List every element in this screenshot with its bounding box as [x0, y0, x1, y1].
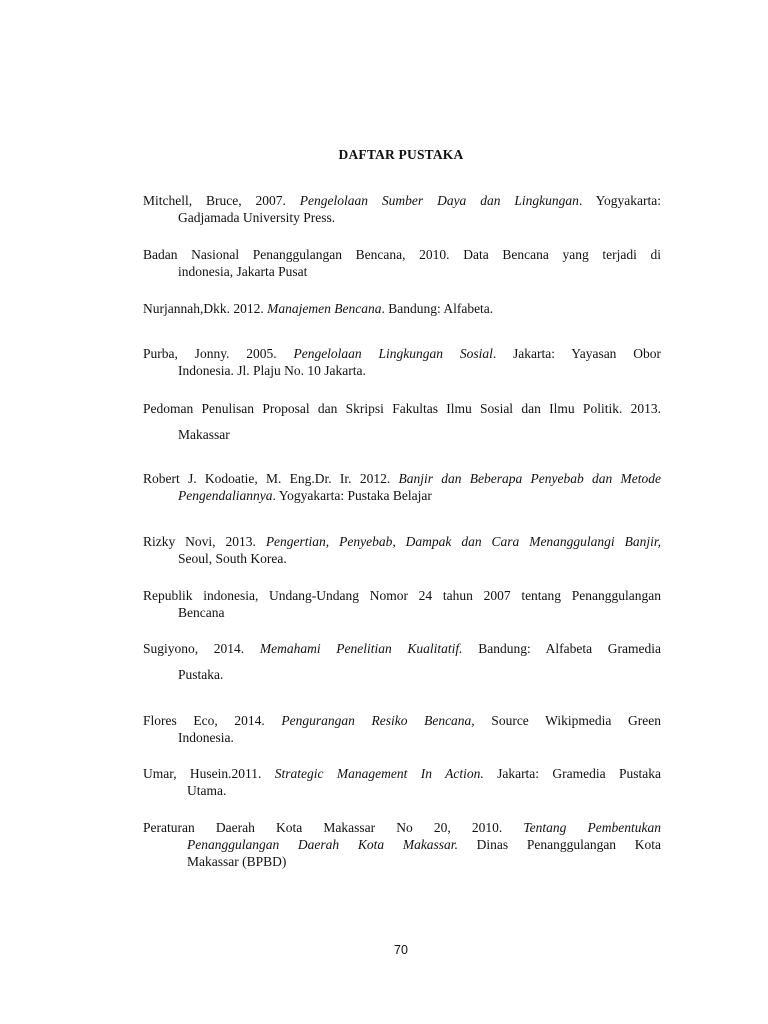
reference-line: Makassar (BPBD) — [187, 854, 287, 869]
reference-line: Sugiyono, 2014. Memahami Penelitian Kualitatif. Bandung: Alfabeta Gramedia — [143, 641, 661, 656]
reference-line: indonesia, Jakarta Pusat — [178, 264, 308, 279]
reference-line: Robert J. Kodoatie, M. Eng.Dr. Ir. 2012. Banjir dan Beberapa Penyebab dan Metode — [143, 471, 661, 486]
reference-line: Gadjamada University Press. — [178, 210, 336, 225]
reference-line: Pustaka. — [178, 667, 224, 682]
reference-entry-bnpb — [143, 246, 661, 280]
reference-entry-purba — [143, 345, 661, 379]
reference-line: Pengendaliannya. Yogyakarta: Pustaka Belajar — [178, 488, 432, 503]
reference-line: Republik indonesia, Undang-Undang Nomor 24 tahun 2007 tentang Penanggulangan — [143, 588, 661, 603]
reference-line: Nurjannah,Dkk. 2012. Manajemen Bencana. Bandung: Alfabeta. — [143, 301, 494, 316]
page-number: 70 — [394, 943, 408, 957]
reference-entry-pedoman — [143, 400, 661, 443]
reference-line: Utama. — [187, 783, 227, 798]
reference-entry-peraturan-daerah — [143, 819, 661, 870]
reference-line: Indonesia. Jl. Plaju No. 10 Jakarta. — [178, 363, 366, 378]
page-title: DAFTAR PUSTAKA — [338, 147, 464, 162]
reference-line: Flores Eco, 2014. Pengurangan Resiko Bencana, Source Wikipmedia Green — [143, 713, 661, 728]
reference-line: Badan Nasional Penanggulangan Bencana, 2010. Data Bencana yang terjadi di — [143, 247, 661, 262]
reference-entry-mitchell — [143, 192, 661, 226]
reference-entry-rizky-novi — [143, 533, 661, 567]
reference-line: Makassar — [178, 427, 230, 442]
reference-line: Indonesia. — [178, 730, 234, 745]
reference-line: Umar, Husein.2011. Strategic Management In Action. Jakarta: Gramedia Pustaka — [143, 766, 661, 781]
reference-line: Bencana — [178, 605, 225, 620]
reference-line: Pedoman Penulisan Proposal dan Skripsi Fakultas Ilmu Sosial dan Ilmu Politik. 2013. — [143, 401, 661, 416]
reference-line: Peraturan Daerah Kota Makassar No 20, 2010. Tentang Pembentukan — [143, 820, 662, 835]
reference-line: Seoul, South Korea. — [178, 551, 287, 566]
reference-entry-umar — [143, 765, 661, 799]
reference-entry-sugiyono — [143, 640, 661, 683]
reference-line: Mitchell, Bruce, 2007. Pengelolaan Sumber Daya dan Lingkungan. Yogyakarta: — [143, 193, 662, 208]
reference-entry-undang-undang — [143, 587, 661, 621]
reference-entry-flores-eco — [143, 712, 661, 746]
reference-entry-nurjannah — [143, 300, 661, 317]
reference-line: Rizky Novi, 2013. Pengertian, Penyebab, Dampak dan Cara Menanggulangi Banjir, — [143, 534, 662, 549]
reference-line: Penanggulangan Daerah Kota Makassar. Dinas Penanggulangan Kota — [187, 837, 661, 852]
reference-entry-kodoatie — [143, 470, 661, 504]
reference-line: Purba, Jonny. 2005. Pengelolaan Lingkungan Sosial. Jakarta: Yayasan Obor — [143, 346, 661, 361]
